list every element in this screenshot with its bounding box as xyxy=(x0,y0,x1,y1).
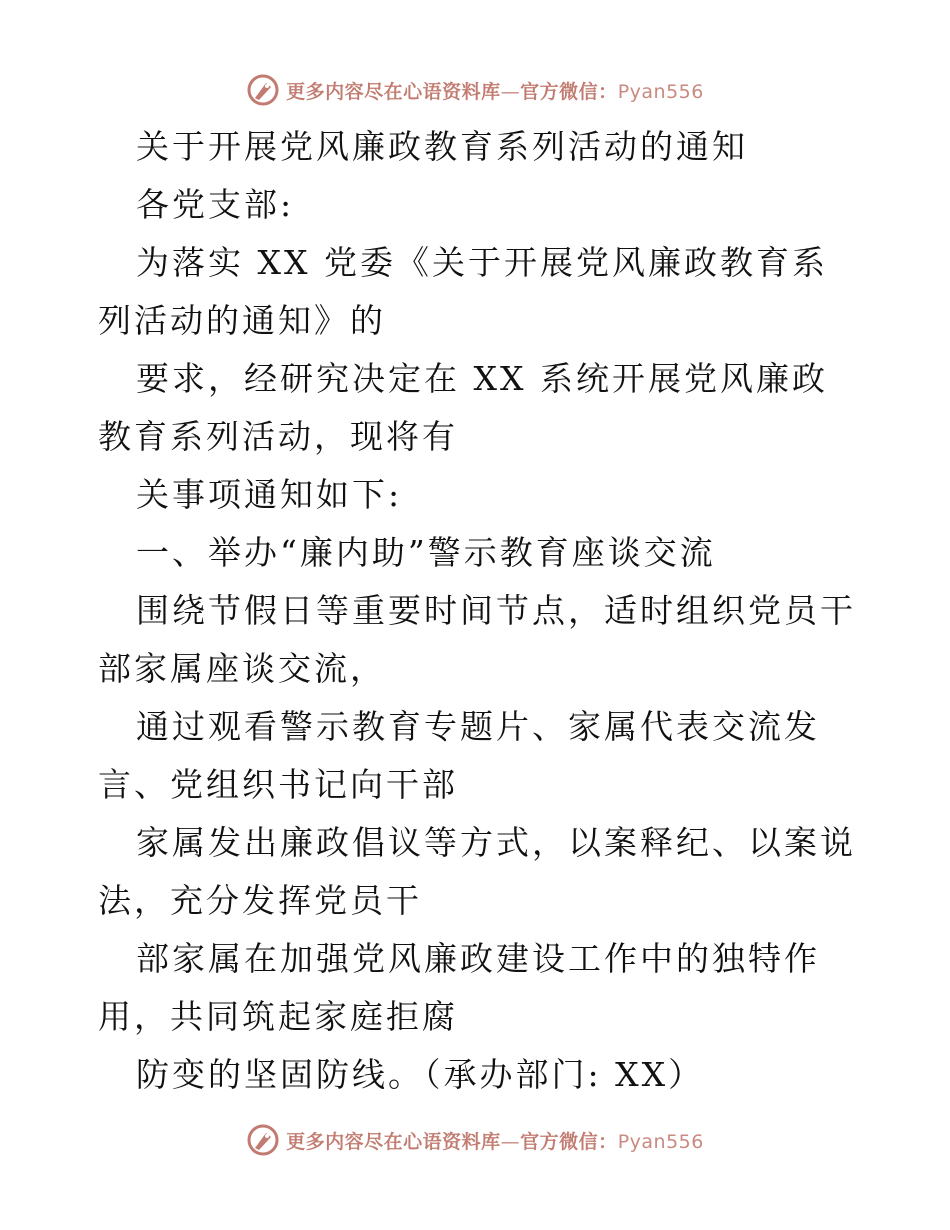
watermark-account: Pyan556 xyxy=(617,80,704,103)
watermark-main-text: 更多内容尽在心语资料库 xyxy=(286,80,501,103)
pen-nib-logo-icon xyxy=(246,73,280,107)
document-title: 关于开展党风廉政教育系列活动的通知 xyxy=(136,127,748,166)
paragraph: 要求，经研究决定在 XX 系统开展党风廉政教育系列活动，现将有 xyxy=(98,359,828,456)
paragraph: 部家属在加强党风廉政建设工作中的独特作用，共同筑起家庭拒腐 xyxy=(98,939,820,1036)
pen-nib-logo-icon xyxy=(246,1123,280,1157)
watermark-header xyxy=(0,70,950,110)
document-salutation: 各党支部: xyxy=(136,185,295,224)
paragraph: 家属发出廉政倡议等方式，以案释纪、以案说法，充分发挥党员干 xyxy=(98,823,856,920)
watermark-separator: — xyxy=(500,1130,521,1153)
paragraph: 防变的坚固防线。（承办部门: XX） xyxy=(136,1055,705,1094)
watermark-official-label: 官方微信： xyxy=(520,80,618,103)
section-heading: 一、举办“廉内助”警示教育座谈交流 xyxy=(136,533,716,572)
document-body xyxy=(98,118,858,1104)
watermark-separator: — xyxy=(500,80,521,103)
watermark-official-label: 官方微信： xyxy=(520,1130,618,1153)
paragraph: 关事项通知如下: xyxy=(136,475,403,514)
paragraph: 围绕节假日等重要时间节点，适时组织党员干部家属座谈交流， xyxy=(98,591,856,688)
paragraph: 通过观看警示教育专题片、家属代表交流发言、党组织书记向干部 xyxy=(98,707,820,804)
paragraph: 为落实 XX 党委《关于开展党风廉政教育系列活动的通知》的 xyxy=(98,243,828,340)
watermark-text xyxy=(286,1127,704,1154)
watermark-main-text: 更多内容尽在心语资料库 xyxy=(286,1130,501,1153)
watermark-account: Pyan556 xyxy=(617,1130,704,1153)
watermark-text xyxy=(286,77,704,104)
watermark-footer xyxy=(0,1120,950,1160)
